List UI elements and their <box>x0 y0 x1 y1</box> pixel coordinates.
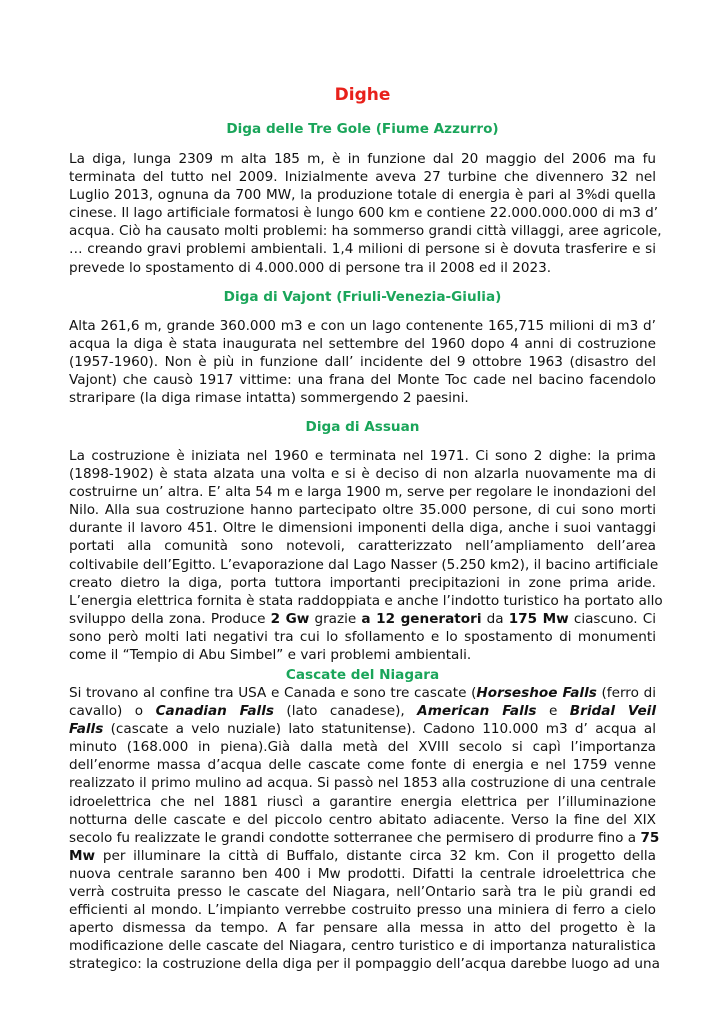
text-line: costruirne un’ altra. E’ alta 54 m e larga 1900 m, serve per regolare le inondazioni del <box>69 484 656 501</box>
text-line: (1898-1902) è stata alzata una volta e si è deciso di non alzarla nuovamente ma di <box>69 466 656 483</box>
text-line: minuto (168.000 in piena).Già dalla metà del XVIII secolo si capì l’importanza <box>69 739 656 756</box>
text-run: e <box>536 703 570 720</box>
text-line: La diga, lunga 2309 m alta 185 m, è in funzione dal 20 maggio del 2006 ma fu <box>69 151 656 167</box>
falls-name: Bridal Veil <box>569 703 656 720</box>
text-line: notturna delle cascate e del piccolo centro abitato adiacente. Verso la fine del XIX <box>69 811 656 828</box>
text-run: (lato canadese), <box>273 703 418 720</box>
generator-power-value: 175 Mw <box>508 610 569 627</box>
falls-name: Canadian Falls <box>155 703 274 720</box>
text-line: terminata del tutto nel 2009. Inizialmente aveva 27 turbine che divennero 32 nel <box>69 169 656 186</box>
text-line: Alta 261,6 m, grande 360.000 m3 e con un lago contenente 165,715 milioni di m3 d’ <box>69 318 656 334</box>
text-line: Nilo. Alla sua costruzione hanno partecipato oltre 35.000 persone, di cui sono morti <box>69 502 656 519</box>
text-line: realizzato il primo mulino ad acqua. Si passò nel 1853 alla costruzione di una centrale <box>69 775 656 792</box>
text-line: portati alla comunità sono notevoli, caratterizzato nell’ampliamento dell’area <box>69 538 656 555</box>
text-line <box>69 702 656 720</box>
text-line: L’energia elettrica fornita è stata raddoppiata e anche l’indotto turistico ha portato allo <box>69 592 663 609</box>
power-value: 75 <box>640 829 660 846</box>
power-unit: Mw <box>69 847 96 864</box>
text-run: per illuminare la città di Buffalo, distante circa 32 km. Con il progetto della <box>95 847 656 864</box>
text-line: idroelettrica che nel 1881 riuscì a garantire energia elettrica per l’illuminazione <box>69 793 656 810</box>
text-line: cinese. Il lago artificiale formatosi è lungo 600 km e contiene 22.000.000.000 di m3 d’ <box>69 205 659 222</box>
text-line: La costruzione è iniziata nel 1960 e terminata nel 1971. Ci sono 2 dighe: la prima <box>69 448 656 464</box>
text-line <box>69 847 656 865</box>
generators-value: a 12 generatori <box>361 610 482 627</box>
falls-name: Horseshoe Falls <box>476 685 597 701</box>
text-run: (ferro di <box>596 685 656 701</box>
text-line: prevede lo spostamento di 4.000.000 di persone tra il 2008 ed il 2023. <box>69 259 552 276</box>
falls-name: Falls <box>69 721 104 738</box>
text-line: dell’enorme massa d’acqua delle cascate come fonte di energia e nel 1759 venne <box>69 757 656 774</box>
text-line: sono però molti lati negativi tra cui lo sfollamento e lo spostamento di monumenti <box>69 628 656 645</box>
text-line: come il “Tempio di Abu Simbel” e vari problemi ambientali. <box>69 647 472 664</box>
text-line: Luglio 2013, ognuna da 700 MW, la produzione totale di energia è pari al 3%di quella <box>69 187 656 204</box>
text-line: creato dietro la diga, porta tuttora importanti precipitazioni in zone prima aride. <box>69 574 656 591</box>
text-line: verrà costruita presso le cascate del Niagara, nell’Ontario sarà tra le più grandi ed <box>69 884 656 901</box>
text-line: modificazione delle cascate del Niagara, centro turistico e di importanza naturalistica <box>69 938 656 955</box>
page-title: Dighe <box>334 85 391 105</box>
text-line <box>69 610 656 628</box>
text-line <box>69 684 656 702</box>
text-run: cavallo) o <box>69 703 156 720</box>
paragraph-niagara <box>69 684 660 974</box>
text-run: ciascuno. Ci <box>568 610 656 627</box>
section-heading-tre-gole: Diga delle Tre Gole (Fiume Azzurro) <box>226 121 499 137</box>
text-line <box>69 720 656 738</box>
text-line: Vajont) che causò 1917 vittime: una frana del Monte Toc cade nel bacino facendolo <box>69 372 656 389</box>
paragraph-vajont <box>69 317 656 407</box>
section-heading-assuan: Diga di Assuan <box>305 419 420 435</box>
text-line: acqua. Ciò ha causato molti problemi: ha sommerso grandi città villaggi, aree agricole, <box>69 223 662 240</box>
paragraph-assuan <box>69 447 663 664</box>
power-value: 2 Gw <box>270 610 310 627</box>
section-heading-niagara: Cascate del Niagara <box>285 667 440 683</box>
text-line: aperto dismessa da tempo. A far pensare alla messa in atto del progetto è la <box>69 920 656 937</box>
text-line: strategico: la costruzione della diga per il pompaggio dell’acqua darebbe luogo ad una <box>69 956 660 973</box>
text-run: secolo fu realizzate le grandi condotte sotterranee che permisero di produrre fino a <box>69 829 641 846</box>
text-run: sviluppo della zona. Produce <box>69 610 271 627</box>
text-line: straripare (la diga rimase intatta) sommergendo 2 paesini. <box>69 390 469 407</box>
section-heading-vajont: Diga di Vajont (Friuli-Venezia-Giulia) <box>223 289 502 305</box>
text-run: da <box>481 610 509 627</box>
text-run: grazie <box>309 610 362 627</box>
text-line: durante il lavoro 451. Oltre le dimensioni imponenti della diga, anche i suoi vantaggi <box>69 520 656 537</box>
text-run: (cascate a velo nuziale) lato statunitense). Cadono 110.000 m3 d’ acqua al <box>103 721 656 738</box>
paragraph-tre-gole <box>69 150 662 277</box>
falls-name: American Falls <box>417 703 537 720</box>
text-line: coltivabile dell’Egitto. L’evaporazione dal Lago Nasser (5.250 km2), il bacino artificiale <box>69 556 659 573</box>
text-line: nuova centrale saranno ben 400 i Mw prodotti. Difatti la centrale idroelettrica che <box>69 865 656 882</box>
text-line: … creando gravi problemi ambientali. 1,4 milioni di persone si è dovuta trasferire e si <box>69 241 656 258</box>
text-line <box>69 829 660 847</box>
text-run: Si trovano al confine tra USA e Canada e sono tre cascate ( <box>69 685 477 701</box>
text-line: (1957-1960). Non è più in funzione dall’ incidente del 9 ottobre 1963 (disastro del <box>69 354 656 371</box>
text-line: acqua la diga è stata inaugurata nel settembre del 1960 dopo 4 anni di costruzione <box>69 336 656 353</box>
text-line: efficienti al mondo. L’impianto verrebbe costruito presso una miniera di ferro a cielo <box>69 902 656 919</box>
